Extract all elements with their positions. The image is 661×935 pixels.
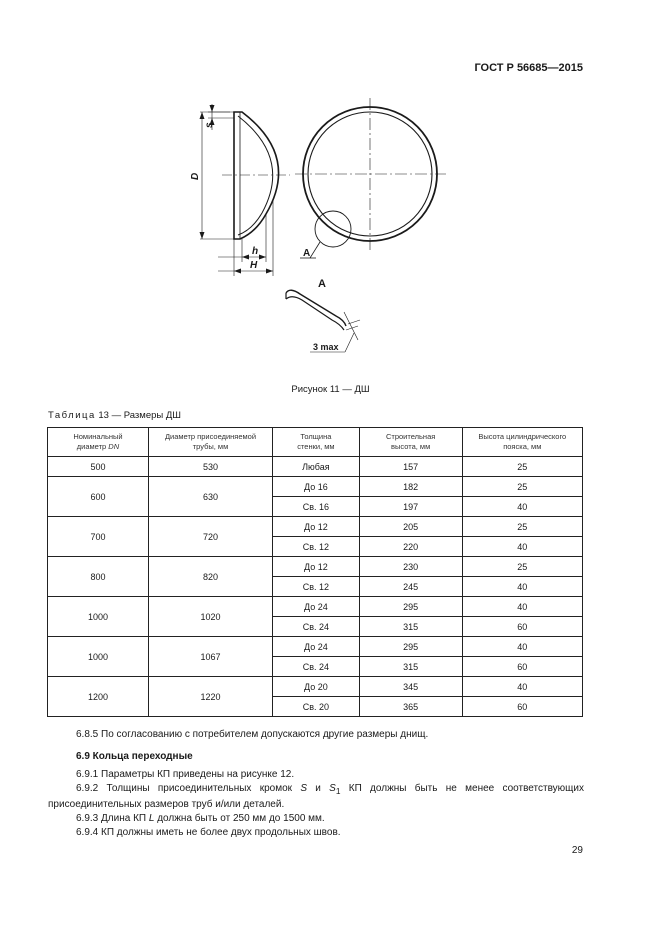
header-line-2: стенки, мм bbox=[297, 442, 335, 451]
cell-belt-height: 25 bbox=[462, 517, 582, 537]
header-italic-symbol: DN bbox=[108, 442, 120, 451]
cell-construction-height: 345 bbox=[359, 677, 462, 697]
table-row bbox=[48, 637, 583, 657]
document-code: ГОСТ Р 56685—2015 bbox=[474, 62, 583, 74]
table-row bbox=[48, 457, 583, 477]
label-s: s bbox=[204, 122, 215, 128]
cell-construction-height: 220 bbox=[359, 537, 462, 557]
cell-nominal-diameter: 600 bbox=[48, 477, 149, 517]
cell-wall-thickness: До 24 bbox=[273, 637, 360, 657]
section-title-6-9: 6.9 Кольца переходные bbox=[76, 751, 193, 762]
cell-construction-height: 197 bbox=[359, 497, 462, 517]
cell-wall-thickness: Св. 20 bbox=[273, 697, 360, 717]
head-side-view bbox=[200, 104, 290, 276]
cell-construction-height: 295 bbox=[359, 597, 462, 617]
table-caption-title: 13 — Размеры ДШ bbox=[95, 410, 181, 421]
cell-construction-height: 205 bbox=[359, 517, 462, 537]
cell-pipe-diameter: 720 bbox=[148, 517, 272, 557]
table-row bbox=[48, 557, 583, 577]
cell-nominal-diameter: 1000 bbox=[48, 597, 149, 637]
cell-wall-thickness: Св. 16 bbox=[273, 497, 360, 517]
paragraph-6-9-1: 6.9.1 Параметры КП приведены на рисунке 12. bbox=[76, 769, 295, 780]
cell-belt-height: 40 bbox=[462, 597, 582, 617]
header-line-1: Диаметр присоединяемой bbox=[164, 432, 257, 441]
cell-belt-height: 40 bbox=[462, 577, 582, 597]
cell-wall-thickness: Св. 24 bbox=[273, 657, 360, 677]
label-d: D bbox=[190, 172, 201, 180]
cell-construction-height: 245 bbox=[359, 577, 462, 597]
cell-pipe-diameter: 1020 bbox=[148, 597, 272, 637]
table-header-row bbox=[48, 428, 583, 457]
p692-text-b: КП должны быть не менее соответствующих присоединительных размеров труб и/или деталей. bbox=[48, 783, 584, 810]
table-row bbox=[48, 677, 583, 697]
p692-text-and: и bbox=[306, 783, 330, 794]
cell-construction-height: 230 bbox=[359, 557, 462, 577]
label-a-marker: A bbox=[303, 248, 311, 259]
head-front-view bbox=[295, 98, 446, 258]
p692-subscript: 1 bbox=[335, 786, 341, 796]
table-header-cell bbox=[273, 428, 360, 457]
head-inner-contour bbox=[238, 116, 273, 235]
paragraph-6-9-4: 6.9.4 КП должны иметь не более двух продольных швов. bbox=[76, 827, 341, 838]
table-header-cell bbox=[148, 428, 272, 457]
label-h: h bbox=[252, 246, 259, 257]
cell-pipe-diameter: 530 bbox=[148, 457, 272, 477]
figure-caption: Рисунок 11 — ДШ bbox=[291, 384, 370, 395]
cell-pipe-diameter: 820 bbox=[148, 557, 272, 597]
cell-nominal-diameter: 500 bbox=[48, 457, 149, 477]
p692-text-a: 6.9.2 Толщины присоединительных кромок bbox=[76, 783, 301, 794]
p692-symbol-s: S bbox=[300, 783, 307, 794]
cell-wall-thickness: До 24 bbox=[273, 597, 360, 617]
cell-wall-thickness: До 16 bbox=[273, 477, 360, 497]
cell-wall-thickness: До 12 bbox=[273, 557, 360, 577]
header-line-1: Толщина bbox=[300, 432, 332, 441]
cell-belt-height: 25 bbox=[462, 477, 582, 497]
cell-belt-height: 40 bbox=[462, 677, 582, 697]
cell-wall-thickness: Св. 12 bbox=[273, 577, 360, 597]
cell-construction-height: 182 bbox=[359, 477, 462, 497]
cell-wall-thickness: Св. 24 bbox=[273, 617, 360, 637]
p693-text-b: должна быть от 250 мм до 1500 мм. bbox=[154, 813, 325, 824]
table-caption bbox=[48, 410, 181, 421]
header-line-1: Номинальный bbox=[73, 432, 123, 441]
table-row bbox=[48, 517, 583, 537]
table-header-cell bbox=[359, 428, 462, 457]
cell-belt-height: 25 bbox=[462, 457, 582, 477]
cell-pipe-diameter: 1220 bbox=[148, 677, 272, 717]
p693-symbol-l: L bbox=[148, 813, 155, 824]
detail-a-inner-edge bbox=[286, 297, 344, 330]
cell-construction-height: 315 bbox=[359, 657, 462, 677]
cell-belt-height: 40 bbox=[462, 537, 582, 557]
paragraph-6-9-3 bbox=[48, 812, 584, 826]
page-number: 29 bbox=[571, 845, 583, 856]
cell-belt-height: 40 bbox=[462, 637, 582, 657]
cell-nominal-diameter: 700 bbox=[48, 517, 149, 557]
label-3-max: 3 max bbox=[313, 342, 339, 352]
table-caption-label: Таблица bbox=[48, 410, 96, 421]
cell-wall-thickness: До 20 bbox=[273, 677, 360, 697]
table-row bbox=[48, 597, 583, 617]
p692-symbol-s1: S bbox=[329, 783, 336, 794]
label-a-title: A bbox=[318, 278, 326, 290]
cell-belt-height: 40 bbox=[462, 497, 582, 517]
cell-nominal-diameter: 1200 bbox=[48, 677, 149, 717]
cell-nominal-diameter: 1000 bbox=[48, 637, 149, 677]
cell-nominal-diameter: 800 bbox=[48, 557, 149, 597]
paragraph-6-9-2 bbox=[48, 782, 584, 812]
cell-construction-height: 315 bbox=[359, 617, 462, 637]
paragraph-6-8-5: 6.8.5 По согласованию с потребителем допускаются другие размеры днищ. bbox=[76, 729, 429, 740]
cell-belt-height: 60 bbox=[462, 697, 582, 717]
figure-drawing bbox=[0, 95, 661, 380]
cell-wall-thickness: Св. 12 bbox=[273, 537, 360, 557]
cell-wall-thickness: Любая bbox=[273, 457, 360, 477]
table-header-cell bbox=[462, 428, 582, 457]
cell-pipe-diameter: 1067 bbox=[148, 637, 272, 677]
cell-pipe-diameter: 630 bbox=[148, 477, 272, 517]
header-line-1: Строительная bbox=[385, 432, 436, 441]
table-header-cell bbox=[48, 428, 149, 457]
cell-belt-height: 25 bbox=[462, 557, 582, 577]
dimensions-table bbox=[47, 427, 583, 717]
header-line-2: пояска, мм bbox=[503, 442, 542, 451]
cell-wall-thickness: До 12 bbox=[273, 517, 360, 537]
cell-construction-height: 157 bbox=[359, 457, 462, 477]
cell-construction-height: 365 bbox=[359, 697, 462, 717]
table-row bbox=[48, 477, 583, 497]
cell-belt-height: 60 bbox=[462, 657, 582, 677]
label-h-cap: H bbox=[250, 260, 258, 271]
header-line-1: Высота цилиндрического bbox=[478, 432, 567, 441]
cell-construction-height: 295 bbox=[359, 637, 462, 657]
header-line-2: трубы, мм bbox=[192, 442, 229, 451]
detail-a-outer-edge bbox=[286, 290, 346, 326]
head-outer-contour bbox=[234, 112, 279, 239]
cell-belt-height: 60 bbox=[462, 617, 582, 637]
body-text bbox=[48, 728, 584, 840]
detail-a-leader bbox=[310, 242, 320, 258]
header-line-2: высота, мм bbox=[391, 442, 431, 451]
header-line-2: диаметр bbox=[76, 442, 109, 451]
p693-text-a: 6.9.3 Длина КП bbox=[76, 813, 149, 824]
